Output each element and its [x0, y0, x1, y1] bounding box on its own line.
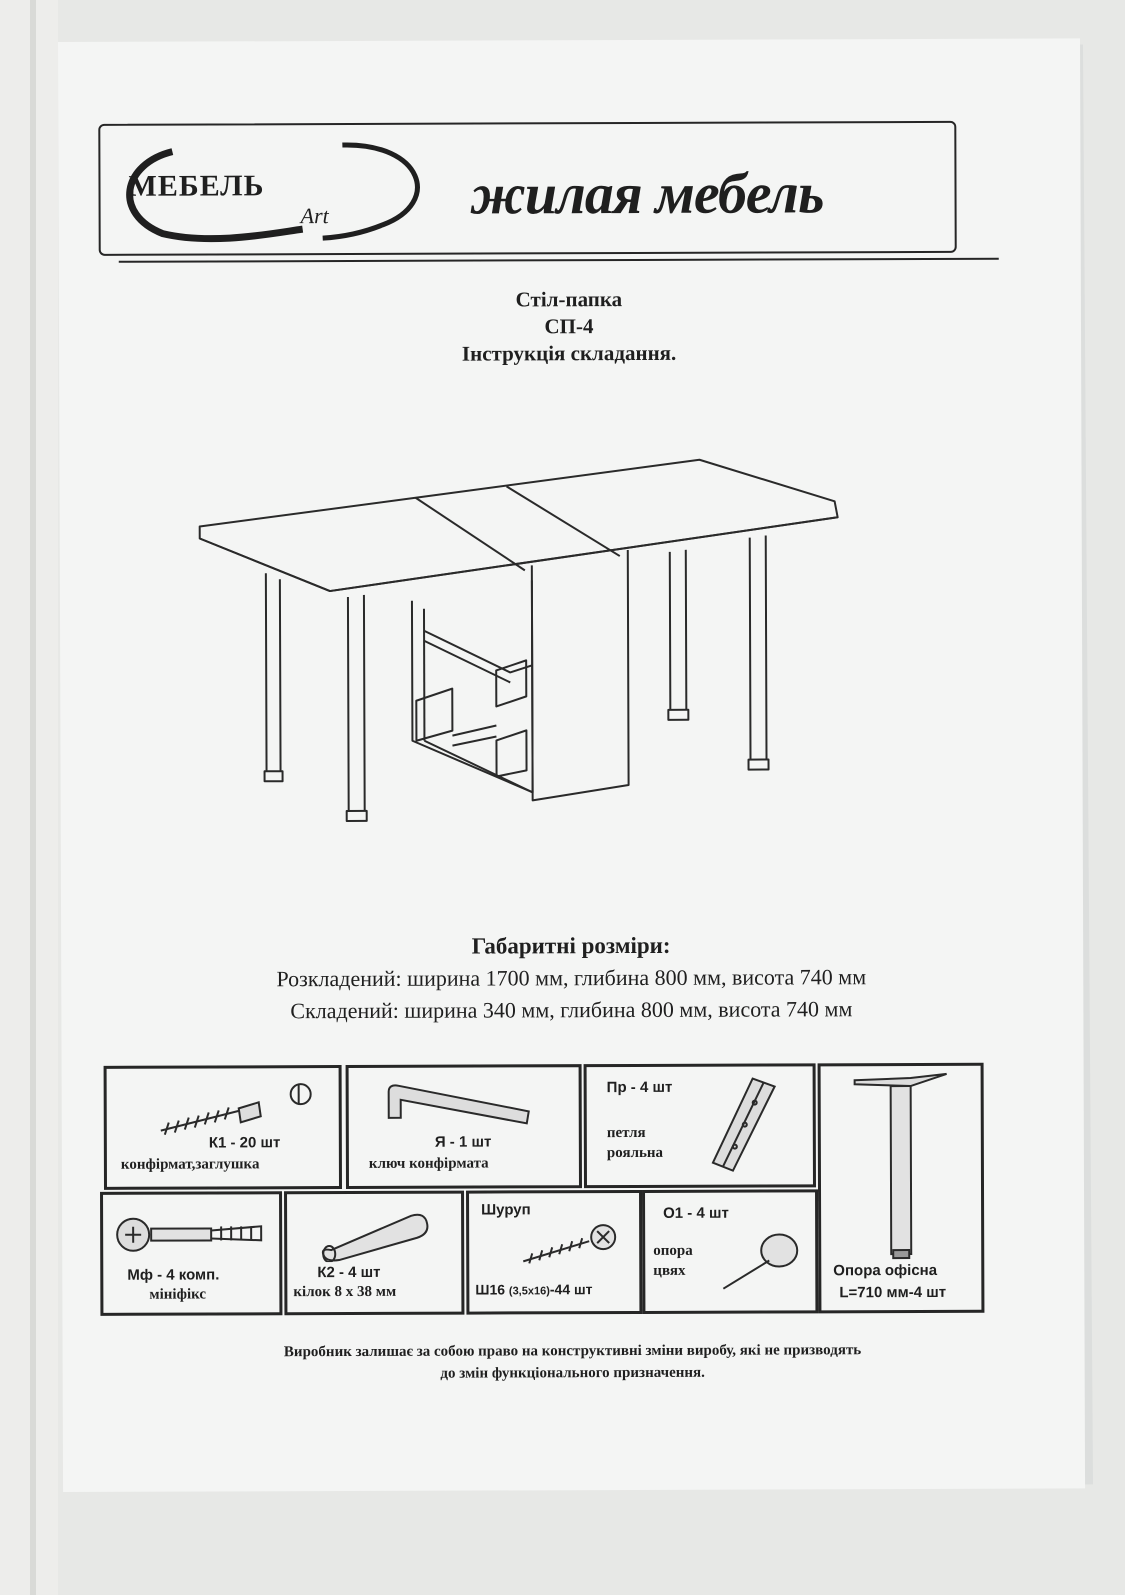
part-o1-code: О1 - 4 шт — [663, 1204, 729, 1222]
dimensions-block — [141, 929, 1001, 1028]
part-screw — [466, 1190, 642, 1315]
hex-key-icon — [379, 1077, 559, 1138]
part-k1 — [104, 1065, 342, 1190]
wood-screw-icon — [519, 1221, 629, 1271]
footer-line-2: до змін функціонального призначення. — [440, 1364, 705, 1382]
part-leg-name: Опора офісна — [833, 1261, 938, 1280]
model-title: СП-4 — [544, 314, 594, 339]
part-k2-code: К2 - 4 шт — [317, 1263, 381, 1282]
part-leg-spec: L=710 мм-4 шт — [839, 1283, 947, 1302]
piano-hinge-icon — [703, 1072, 803, 1176]
part-k2-name: кілок 8 х 38 мм — [293, 1283, 397, 1301]
part-k1-code: К1 - 20 шт — [208, 1134, 281, 1152]
product-title: Стіл-папка — [515, 287, 623, 312]
glide-nail-icon — [715, 1226, 811, 1296]
part-pr-name-2: рояльна — [606, 1144, 664, 1162]
logo-text: МЕБЕЛЬ — [128, 169, 265, 203]
logo-script: Art — [300, 203, 329, 229]
part-mf-name: мініфікс — [149, 1286, 207, 1303]
part-pr-code: Пр - 4 шт — [606, 1078, 673, 1097]
part-ya — [346, 1064, 582, 1189]
footer-line-1: Виробник залишає за собою право на конструктивні зміни виробу, які не призводять — [283, 1342, 862, 1361]
part-ya-code: Я - 1 шт — [434, 1133, 492, 1151]
office-leg-icon — [851, 1072, 952, 1262]
part-screw-code: Ш16 — [475, 1281, 506, 1298]
part-pr-name-1: петля — [606, 1124, 646, 1142]
brand-title: жилая мебель — [470, 160, 824, 227]
header-rule — [119, 258, 999, 263]
background-edge — [0, 0, 58, 1595]
dimensions-folded: Складений: ширина 340 мм, глибина 800 мм, висота 740 мм — [290, 996, 853, 1024]
part-mf-code: Мф - 4 комп. — [127, 1266, 220, 1284]
part-k1-name: конфірмат,заглушка — [120, 1156, 260, 1173]
dimensions-unfolded: Розкладений: ширина 1700 мм, глибина 800 мм, висота 740 мм — [276, 964, 867, 992]
part-leg — [818, 1063, 985, 1314]
minifix-icon — [111, 1204, 271, 1265]
part-o1-name-1: опора — [653, 1242, 693, 1259]
part-k2 — [284, 1191, 464, 1316]
document-titles — [359, 285, 779, 367]
part-screw-title: Шуруп — [481, 1201, 531, 1219]
part-screw-count: -44 шт — [549, 1281, 593, 1298]
part-mf — [100, 1191, 282, 1316]
part-screw-size: (3,5х16) — [508, 1285, 550, 1298]
table-drawing — [179, 439, 860, 841]
instruction-title: Інструкція складання. — [461, 340, 677, 366]
instruction-sheet — [58, 38, 1085, 1492]
dowel-icon — [311, 1202, 441, 1262]
part-screw-spec — [475, 1281, 592, 1297]
dimensions-heading: Габаритні розміри: — [471, 932, 671, 959]
footer-note — [123, 1339, 1023, 1386]
part-o1 — [642, 1189, 818, 1314]
part-o1-name-2: цвях — [653, 1262, 686, 1279]
confirmat-screw-icon — [151, 1078, 331, 1139]
part-pr — [584, 1063, 816, 1188]
part-ya-name: ключ конфірмата — [368, 1155, 489, 1172]
